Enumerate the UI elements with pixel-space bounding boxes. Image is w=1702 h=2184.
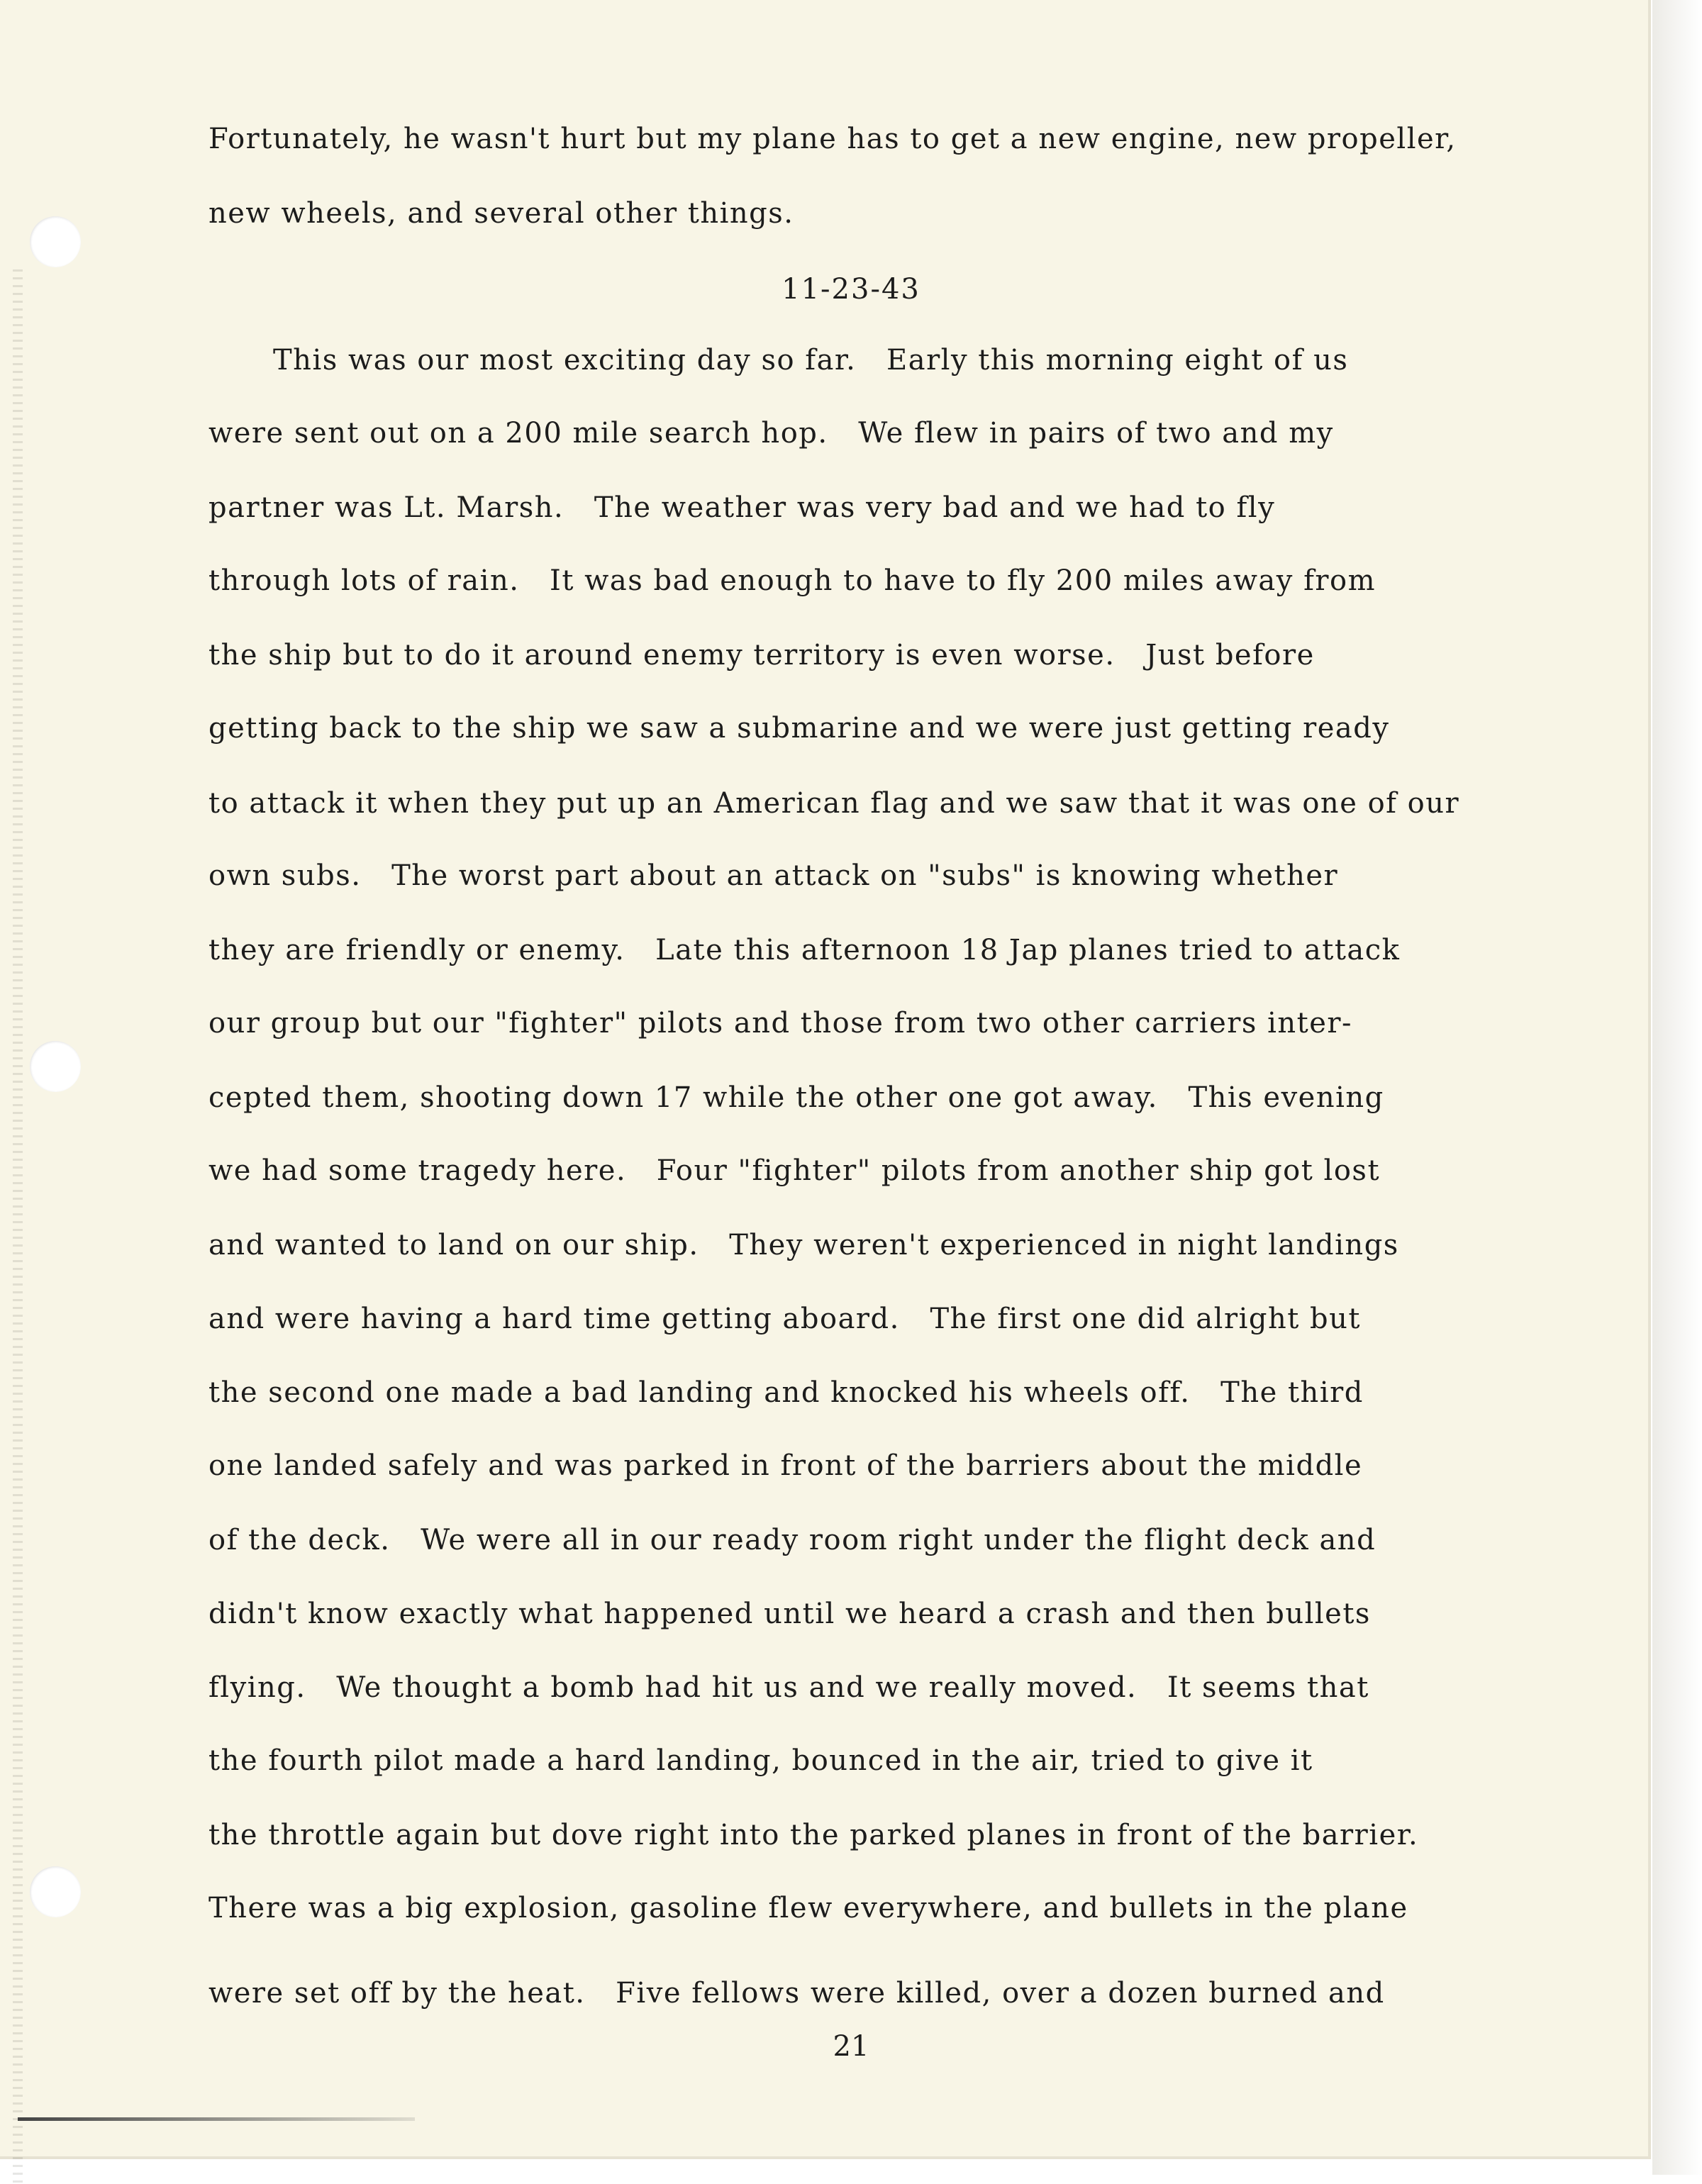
text-line: new wheels, and several other things. xyxy=(208,197,794,230)
text-line: and were having a hard time getting aboard. The first one did alright but xyxy=(208,1303,1361,1335)
text-line: we had some tragedy here. Four "fighter" pilots from another ship got lost xyxy=(208,1154,1381,1187)
text-line: one landed safely and was parked in front of the barriers about the middle xyxy=(208,1449,1363,1482)
binding-edge-marks xyxy=(13,269,23,2184)
page-number: 21 xyxy=(833,2030,869,2063)
text-line: the second one made a bad landing and knocked his wheels off. The third xyxy=(208,1376,1364,1409)
text-line: were set off by the heat. Five fellows were killed, over a dozen burned and xyxy=(208,1977,1385,2010)
date-heading: 11-23-43 xyxy=(782,273,920,306)
bottom-edge-mark xyxy=(18,2117,415,2121)
text-line: through lots of rain. It was bad enough to have to fly 200 miles away from xyxy=(208,564,1376,597)
text-line: the fourth pilot made a hard landing, bounced in the air, tried to give it xyxy=(208,1744,1313,1777)
text-line: were sent out on a 200 mile search hop. We flew in pairs of two and my xyxy=(208,417,1334,450)
punch-hole-top xyxy=(30,216,81,267)
text-line: Fortunately, he wasn't hurt but my plane has to get a new engine, new propeller, xyxy=(208,123,1457,155)
text-line: and wanted to land on our ship. They weren't experienced in night landings xyxy=(208,1229,1399,1261)
text-line: There was a big explosion, gasoline flew everywhere, and bullets in the plane xyxy=(208,1892,1408,1924)
text-line: of the deck. We were all in our ready room right under the flight deck and xyxy=(208,1524,1376,1556)
text-line: didn't know exactly what happened until we heard a crash and then bullets xyxy=(208,1598,1371,1630)
page-edge-shadow xyxy=(1652,0,1702,2175)
punch-hole-bottom xyxy=(30,1866,81,1917)
text-line: getting back to the ship we saw a submarine and we were just getting ready xyxy=(208,712,1390,745)
text-line: they are friendly or enemy. Late this afternoon 18 Jap planes tried to attack xyxy=(208,934,1401,966)
text-line: the ship but to do it around enemy territory is even worse. Just before xyxy=(208,639,1315,672)
text-line: partner was Lt. Marsh. The weather was very bad and we had to fly xyxy=(208,491,1276,524)
text-line: the throttle again but dove right into the parked planes in front of the barrier. xyxy=(208,1819,1419,1851)
punch-hole-middle xyxy=(30,1041,81,1092)
text-line: our group but our "fighter" pilots and those from two other carriers inter- xyxy=(208,1007,1353,1040)
text-line: This was our most exciting day so far. Early this morning eight of us xyxy=(273,344,1349,377)
text-line: flying. We thought a bomb had hit us and we really moved. It seems that xyxy=(208,1671,1369,1704)
text-line: own subs. The worst part about an attack on "subs" is knowing whether xyxy=(208,859,1339,892)
text-line: cepted them, shooting down 17 while the other one got away. This evening xyxy=(208,1081,1384,1114)
text-line: to attack it when they put up an American flag and we saw that it was one of our xyxy=(208,787,1460,820)
